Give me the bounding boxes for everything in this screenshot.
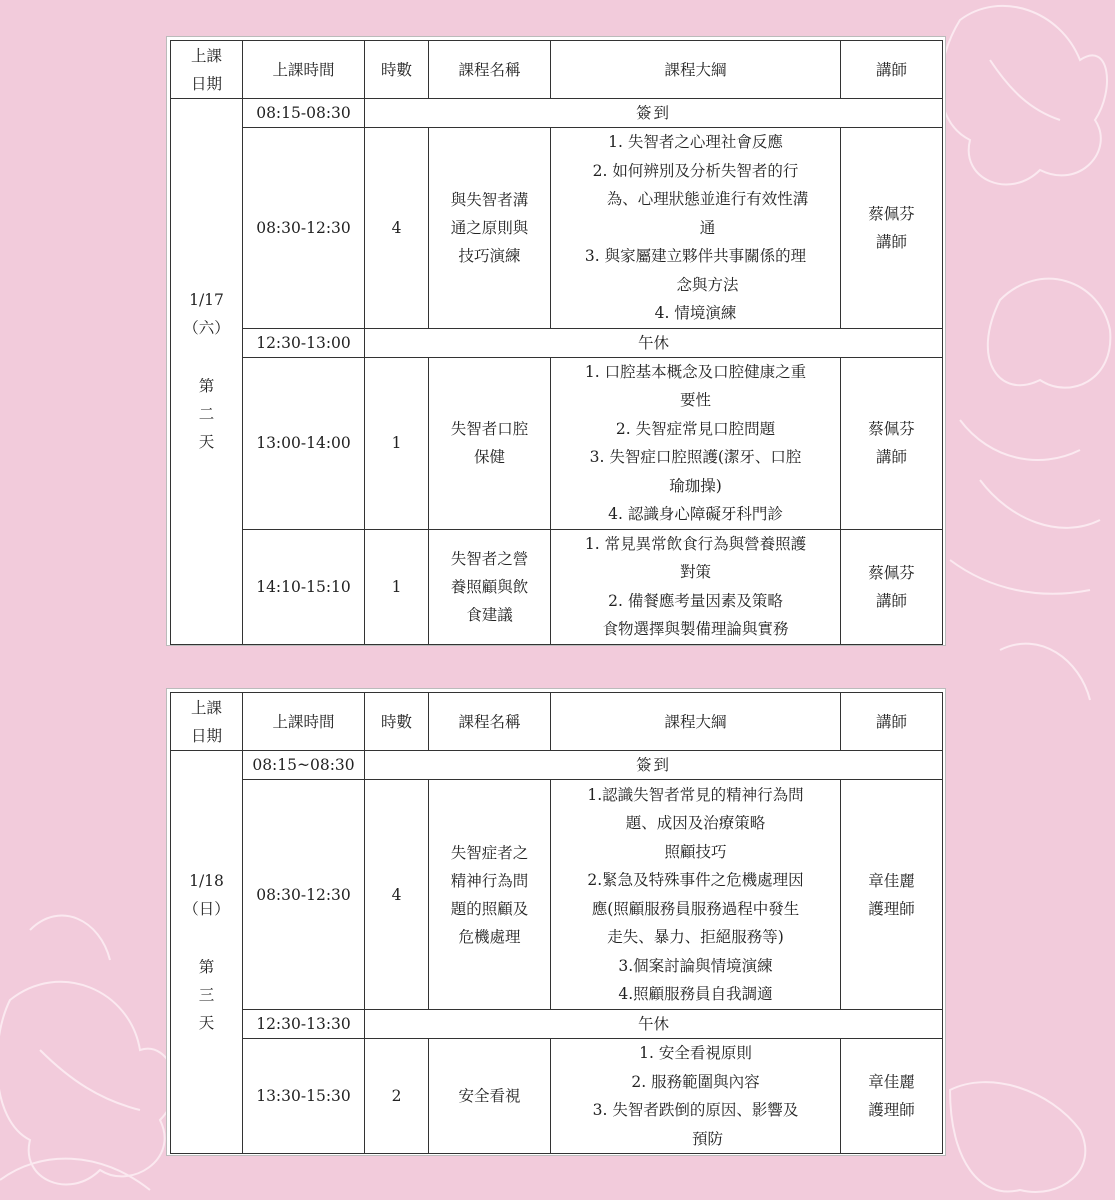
table-row [171, 780, 943, 1010]
header-time: 上課時間 [243, 693, 365, 751]
table-row [171, 751, 943, 780]
instructor-cell: 章佳麗 護理師 [841, 1039, 943, 1154]
course-name-cell: 安全看視 [429, 1039, 551, 1154]
schedule-sheet-day3 [166, 688, 946, 1156]
time-cell: 12:30-13:00 [243, 328, 365, 357]
header-outline: 課程大綱 [551, 693, 841, 751]
header-date: 上課 日期 [171, 693, 243, 751]
table-row [171, 328, 943, 357]
course-name-cell: 與失智者溝 通之原則與 技巧演練 [429, 128, 551, 329]
header-course: 課程名稱 [429, 693, 551, 751]
instructor-cell: 蔡佩芬 講師 [841, 128, 943, 329]
time-cell: 08:15-08:30 [243, 99, 365, 128]
header-hours: 時數 [365, 693, 429, 751]
header-row [171, 693, 943, 751]
instructor-cell: 蔡佩芬 講師 [841, 357, 943, 529]
header-time: 上課時間 [243, 41, 365, 99]
time-cell: 08:30-12:30 [243, 128, 365, 329]
sign-in-note: 簽到 [365, 751, 943, 780]
time-cell: 13:30-15:30 [243, 1039, 365, 1154]
time-cell: 08:30-12:30 [243, 780, 365, 1010]
outline-cell: 1. 常見異常飲食行為與營養照護 對策 2. 備餐應考量因素及策略 食物選擇與製備理論與實務 [551, 529, 841, 644]
course-name-cell: 失智者口腔 保健 [429, 357, 551, 529]
table-row [171, 1010, 943, 1039]
header-course: 課程名稱 [429, 41, 551, 99]
date-cell: 1/18 （日） 第 三 天 [171, 751, 243, 1154]
hours-cell: 4 [365, 128, 429, 329]
course-name-cell: 失智者之營 養照顧與飲 食建議 [429, 529, 551, 644]
instructor-cell: 蔡佩芬 講師 [841, 529, 943, 644]
schedule-sheet-day2 [166, 36, 946, 646]
time-cell: 13:00-14:00 [243, 357, 365, 529]
table-row [171, 99, 943, 128]
sign-in-note: 簽到 [365, 99, 943, 128]
header-instructor: 講師 [841, 41, 943, 99]
time-cell: 14:10-15:10 [243, 529, 365, 644]
table-row [171, 128, 943, 329]
outline-cell: 1. 口腔基本概念及口腔健康之重 要性 2. 失智症常見口腔問題 3. 失智症口腔照護(潔牙、口腔 瑜珈操) 4. 認識身心障礙牙科門診 [551, 357, 841, 529]
header-hours: 時數 [365, 41, 429, 99]
hours-cell: 4 [365, 780, 429, 1010]
schedule-table-day3 [170, 692, 943, 1154]
time-cell: 12:30-13:30 [243, 1010, 365, 1039]
outline-cell: 1.認識失智者常見的精神行為問 題、成因及治療策略 照顧技巧 2.緊急及特殊事件之危機處理因 應(照顧服務員服務過程中發生 走失、暴力、拒絕服務等) 3.個案討論與情境演練 4.照顧服務員自我調適 [551, 780, 841, 1010]
outline-cell: 1. 失智者之心理社會反應 2. 如何辨別及分析失智者的行 為、心理狀態並進行有效性溝 通 3. 與家屬建立夥伴共事關係的理 念與方法 4. 情境演練 [551, 128, 841, 329]
course-name-cell: 失智症者之 精神行為問 題的照顧及 危機處理 [429, 780, 551, 1010]
lunch-break-note: 午休 [365, 1010, 943, 1039]
header-row [171, 41, 943, 99]
hours-cell: 1 [365, 529, 429, 644]
table-row [171, 1039, 943, 1154]
lunch-break-note: 午休 [365, 328, 943, 357]
header-date: 上課 日期 [171, 41, 243, 99]
hours-cell: 2 [365, 1039, 429, 1154]
table-row [171, 357, 943, 529]
instructor-cell: 章佳麗 護理師 [841, 780, 943, 1010]
header-instructor: 講師 [841, 693, 943, 751]
outline-cell: 1. 安全看視原則 2. 服務範圍與內容 3. 失智者跌倒的原因、影響及 預防 [551, 1039, 841, 1154]
table-row [171, 529, 943, 644]
schedule-table-day2 [170, 40, 943, 645]
hours-cell: 1 [365, 357, 429, 529]
date-cell: 1/17 （六） 第 二 天 [171, 99, 243, 645]
header-outline: 課程大綱 [551, 41, 841, 99]
time-cell: 08:15~08:30 [243, 751, 365, 780]
